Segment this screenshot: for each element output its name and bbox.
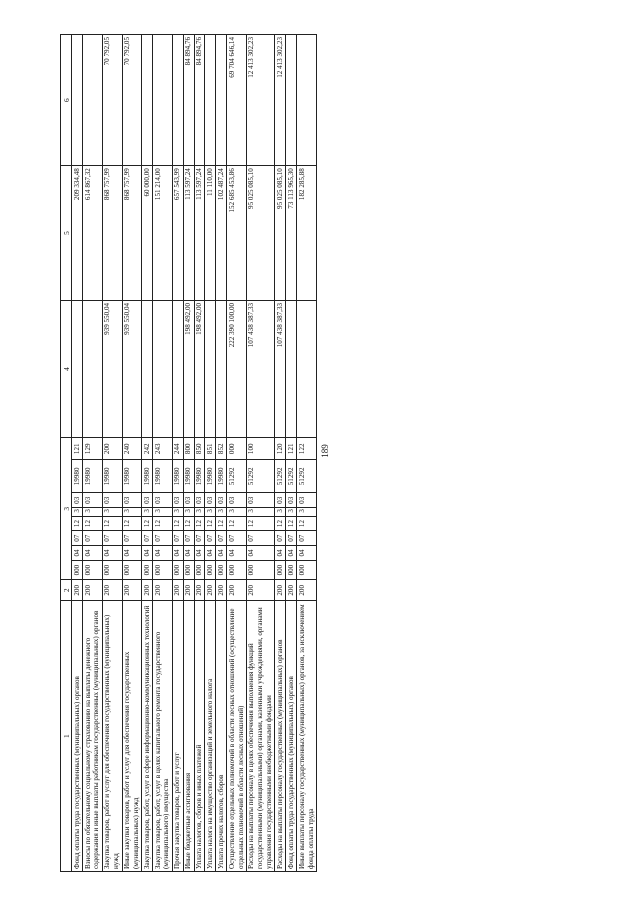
classification-code-part: 12 [216, 516, 227, 531]
unexecuted-amount [172, 35, 183, 166]
classification-code-part: 03 [122, 493, 142, 508]
classification-code-part: 3 [83, 508, 103, 517]
classification-code-part: 000 [205, 560, 216, 580]
classification-code-part: 04 [275, 546, 286, 561]
classification-code-part: 000 [102, 560, 122, 580]
unexecuted-amount [216, 35, 227, 166]
classification-code-part: 121 [286, 438, 297, 460]
classification-code-part: 000 [153, 560, 173, 580]
row-name: Закупка товаров, работ, услуг в сфере информационно-коммуникационных технологий [142, 601, 153, 872]
approved-amount [205, 300, 216, 437]
classification-code-part: 3 [275, 508, 286, 517]
executed-amount: 95 025 085,10 [246, 166, 275, 301]
classification-code-part: 120 [275, 438, 286, 460]
header-col-2: 2 [61, 580, 72, 601]
classification-code-part: 07 [216, 531, 227, 546]
classification-code-part: 07 [153, 531, 173, 546]
classification-code-part: 19980 [83, 460, 103, 493]
classification-code-part: 07 [102, 531, 122, 546]
row-name: Уплата налогов, сборов и иных платежей [194, 601, 205, 872]
classification-code-part: 12 [172, 516, 183, 531]
unexecuted-amount [297, 35, 317, 166]
classification-code-part: 000 [183, 560, 194, 580]
executed-amount: 60 000,00 [142, 166, 153, 301]
classification-code-part: 03 [246, 493, 275, 508]
table-row [122, 35, 142, 872]
admin-code: 200 [102, 580, 122, 601]
classification-code-part: 851 [205, 438, 216, 460]
row-name: Иные бюджетные ассигнования [183, 601, 194, 872]
classification-code-part: 000 [227, 560, 247, 580]
classification-code-part: 07 [275, 531, 286, 546]
classification-code-part: 03 [72, 493, 83, 508]
classification-code-part: 000 [297, 560, 317, 580]
classification-code-part: 12 [153, 516, 173, 531]
classification-code-part: 200 [102, 438, 122, 460]
classification-code-part: 03 [227, 493, 247, 508]
classification-code-part: 04 [172, 546, 183, 561]
approved-amount [142, 300, 153, 437]
approved-amount [286, 300, 297, 437]
classification-code-part: 000 [142, 560, 153, 580]
approved-amount [83, 300, 103, 437]
table-row [83, 35, 103, 872]
row-name: Взносы по обязательному социальному страхованию на выплаты денежного содержания и иные выплаты работникам государственных (муниципальных) органов [83, 601, 103, 872]
classification-code-part: 07 [72, 531, 83, 546]
classification-code-part: 12 [275, 516, 286, 531]
classification-code-part: 12 [83, 516, 103, 531]
classification-code-part: 100 [246, 438, 275, 460]
classification-code-part: 03 [172, 493, 183, 508]
classification-code-part: 04 [194, 546, 205, 561]
classification-code-part: 000 [275, 560, 286, 580]
unexecuted-amount: 12 413 302,23 [275, 35, 286, 166]
executed-amount: 151 214,00 [153, 166, 173, 301]
approved-amount [216, 300, 227, 437]
classification-code-part: 3 [183, 508, 194, 517]
approved-amount: 107 438 387,33 [246, 300, 275, 437]
budget-table [60, 34, 317, 872]
executed-amount: 209 334,48 [72, 166, 83, 301]
classification-code-part: 3 [286, 508, 297, 517]
unexecuted-amount: 12 413 302,23 [246, 35, 275, 166]
classification-code-part: 242 [142, 438, 153, 460]
approved-amount: 198 492,00 [194, 300, 205, 437]
table-row [142, 35, 153, 872]
classification-code-part: 3 [122, 508, 142, 517]
admin-code: 200 [194, 580, 205, 601]
header-col-3: 3 [61, 438, 72, 580]
row-name: Закупка товаров, работ и услуг для обеспечения государственных (муниципальных) нужд [102, 601, 122, 872]
approved-amount [172, 300, 183, 437]
classification-code-part: 04 [122, 546, 142, 561]
unexecuted-amount [72, 35, 83, 166]
classification-code-part: 3 [227, 508, 247, 517]
classification-code-part: 244 [172, 438, 183, 460]
executed-amount: 182 285,88 [297, 166, 317, 301]
classification-code-part: 51292 [275, 460, 286, 493]
classification-code-part: 240 [122, 438, 142, 460]
row-name: Иные закупки товаров, работ и услуг для обеспечения государственных (муниципальных) нужд [122, 601, 142, 872]
classification-code-part: 04 [153, 546, 173, 561]
admin-code: 200 [246, 580, 275, 601]
executed-amount: 152 685 453,86 [227, 166, 247, 301]
executed-amount: 614 867,32 [83, 166, 103, 301]
executed-amount: 11 110,00 [205, 166, 216, 301]
admin-code: 200 [286, 580, 297, 601]
classification-code-part: 12 [102, 516, 122, 531]
unexecuted-amount [83, 35, 103, 166]
classification-code-part: 19980 [183, 460, 194, 493]
classification-code-part: 121 [72, 438, 83, 460]
classification-code-part: 07 [183, 531, 194, 546]
classification-code-part: 850 [194, 438, 205, 460]
executed-amount: 95 025 085,10 [275, 166, 286, 301]
classification-code-part: 19980 [194, 460, 205, 493]
executed-amount: 102 487,24 [216, 166, 227, 301]
classification-code-part: 19980 [72, 460, 83, 493]
unexecuted-amount: 70 792,05 [102, 35, 122, 166]
approved-amount [153, 300, 173, 437]
classification-code-part: 07 [286, 531, 297, 546]
classification-code-part: 07 [142, 531, 153, 546]
unexecuted-amount [142, 35, 153, 166]
classification-code-part: 19980 [172, 460, 183, 493]
classification-code-part: 03 [83, 493, 103, 508]
classification-code-part: 04 [83, 546, 103, 561]
classification-code-part: 12 [227, 516, 247, 531]
classification-code-part: 51292 [297, 460, 317, 493]
executed-amount: 657 543,99 [172, 166, 183, 301]
classification-code-part: 000 [122, 560, 142, 580]
classification-code-part: 07 [194, 531, 205, 546]
unexecuted-amount [153, 35, 173, 166]
classification-code-part: 04 [102, 546, 122, 561]
table-row [194, 35, 205, 872]
classification-code-part: 3 [142, 508, 153, 517]
executed-amount: 73 113 965,30 [286, 166, 297, 301]
row-name: Расходы на выплаты персоналу в целях обеспечения выполнения функций государственными (муниципальными) органами, казенными учреждениями, органами управления государственными внебюджетными фондами [246, 601, 275, 872]
classification-code-part: 03 [275, 493, 286, 508]
executed-amount: 868 757,99 [102, 166, 122, 301]
admin-code: 200 [142, 580, 153, 601]
classification-code-part: 19980 [153, 460, 173, 493]
classification-code-part: 000 [194, 560, 205, 580]
header-row [61, 35, 72, 872]
row-name: Уплата налога на имущество организаций и земельного налога [205, 601, 216, 872]
classification-code-part: 19980 [122, 460, 142, 493]
approved-amount: 198 492,00 [183, 300, 194, 437]
classification-code-part: 000 [227, 438, 247, 460]
classification-code-part: 51292 [246, 460, 275, 493]
classification-code-part: 243 [153, 438, 173, 460]
classification-code-part: 000 [83, 560, 103, 580]
classification-code-part: 000 [216, 560, 227, 580]
page-number: 189 [319, 444, 330, 458]
classification-code-part: 04 [297, 546, 317, 561]
classification-code-part: 03 [153, 493, 173, 508]
classification-code-part: 19980 [142, 460, 153, 493]
table-row [102, 35, 122, 872]
admin-code: 200 [275, 580, 286, 601]
unexecuted-amount: 70 792,05 [122, 35, 142, 166]
classification-code-part: 800 [183, 438, 194, 460]
classification-code-part: 04 [227, 546, 247, 561]
classification-code-part: 3 [194, 508, 205, 517]
classification-code-part: 3 [216, 508, 227, 517]
classification-code-part: 3 [72, 508, 83, 517]
header-col-1: 1 [61, 601, 72, 872]
classification-code-part: 19980 [205, 460, 216, 493]
classification-code-part: 12 [142, 516, 153, 531]
approved-amount: 939 550,04 [122, 300, 142, 437]
admin-code: 200 [153, 580, 173, 601]
approved-amount: 222 390 100,00 [227, 300, 247, 437]
row-name: Расходы на выплаты персоналу государственных (муниципальных) органов [275, 601, 286, 872]
admin-code: 200 [227, 580, 247, 601]
unexecuted-amount: 84 894,76 [183, 35, 194, 166]
unexecuted-amount [205, 35, 216, 166]
admin-code: 200 [183, 580, 194, 601]
classification-code-part: 04 [246, 546, 275, 561]
table-row [183, 35, 194, 872]
classification-code-part: 03 [183, 493, 194, 508]
classification-code-part: 07 [122, 531, 142, 546]
classification-code-part: 04 [72, 546, 83, 561]
classification-code-part: 07 [83, 531, 103, 546]
classification-code-part: 04 [286, 546, 297, 561]
classification-code-part: 03 [194, 493, 205, 508]
unexecuted-amount [286, 35, 297, 166]
classification-code-part: 3 [153, 508, 173, 517]
admin-code: 200 [172, 580, 183, 601]
table-row [172, 35, 183, 872]
classification-code-part: 51292 [286, 460, 297, 493]
classification-code-part: 122 [297, 438, 317, 460]
classification-code-part: 3 [205, 508, 216, 517]
admin-code: 200 [122, 580, 142, 601]
classification-code-part: 04 [205, 546, 216, 561]
classification-code-part: 12 [246, 516, 275, 531]
row-name: Уплата прочих налогов, сборов [216, 601, 227, 872]
classification-code-part: 04 [142, 546, 153, 561]
table-row [227, 35, 247, 872]
admin-code: 200 [297, 580, 317, 601]
row-name: Фонд оплаты труда государственных (муниципальных) органов [72, 601, 83, 872]
classification-code-part: 129 [83, 438, 103, 460]
classification-code-part: 19980 [216, 460, 227, 493]
approved-amount: 939 550,04 [102, 300, 122, 437]
classification-code-part: 3 [297, 508, 317, 517]
classification-code-part: 03 [205, 493, 216, 508]
admin-code: 200 [72, 580, 83, 601]
unexecuted-amount: 84 894,76 [194, 35, 205, 166]
approved-amount [297, 300, 317, 437]
classification-code-part: 03 [297, 493, 317, 508]
unexecuted-amount: 69 704 646,14 [227, 35, 247, 166]
header-col-6: 6 [61, 35, 72, 166]
classification-code-part: 03 [102, 493, 122, 508]
classification-code-part: 852 [216, 438, 227, 460]
row-name: Фонд оплаты труда государственных (муниципальных) органов [286, 601, 297, 872]
row-name: Осуществление отдельных полномочий в области лесных отношений (осуществление отдельных полномочий в области лесных отношений) [227, 601, 247, 872]
classification-code-part: 12 [122, 516, 142, 531]
classification-code-part: 12 [183, 516, 194, 531]
classification-code-part: 12 [286, 516, 297, 531]
header-col-5: 5 [61, 166, 72, 301]
classification-code-part: 04 [183, 546, 194, 561]
classification-code-part: 03 [286, 493, 297, 508]
header-col-4: 4 [61, 300, 72, 437]
table-row [216, 35, 227, 872]
classification-code-part: 000 [172, 560, 183, 580]
table-row [286, 35, 297, 872]
classification-code-part: 19980 [102, 460, 122, 493]
classification-code-part: 07 [205, 531, 216, 546]
executed-amount: 868 757,99 [122, 166, 142, 301]
classification-code-part: 12 [72, 516, 83, 531]
executed-amount: 113 597,24 [183, 166, 194, 301]
classification-code-part: 000 [286, 560, 297, 580]
classification-code-part: 07 [172, 531, 183, 546]
row-name: Иные выплаты персоналу государственных (муниципальных) органов, за исключением фонда оплаты труда [297, 601, 317, 872]
classification-code-part: 04 [216, 546, 227, 561]
classification-code-part: 07 [227, 531, 247, 546]
classification-code-part: 3 [246, 508, 275, 517]
table-row [275, 35, 286, 872]
budget-table-container [60, 34, 630, 872]
executed-amount: 113 597,24 [194, 166, 205, 301]
row-name: Прочая закупка товаров, работ и услуг [172, 601, 183, 872]
approved-amount: 107 438 387,33 [275, 300, 286, 437]
classification-code-part: 03 [216, 493, 227, 508]
table-row [72, 35, 83, 872]
classification-code-part: 12 [297, 516, 317, 531]
table-row [205, 35, 216, 872]
classification-code-part: 51292 [227, 460, 247, 493]
classification-code-part: 12 [194, 516, 205, 531]
classification-code-part: 000 [72, 560, 83, 580]
table-row [153, 35, 173, 872]
table-row [297, 35, 317, 872]
classification-code-part: 12 [205, 516, 216, 531]
classification-code-part: 07 [246, 531, 275, 546]
classification-code-part: 07 [297, 531, 317, 546]
classification-code-part: 3 [172, 508, 183, 517]
row-name: Закупка товаров, работ, услуг в целях капитального ремонта государственного (муниципального) имущества [153, 601, 173, 872]
classification-code-part: 000 [246, 560, 275, 580]
admin-code: 200 [83, 580, 103, 601]
classification-code-part: 03 [142, 493, 153, 508]
table-row [246, 35, 275, 872]
classification-code-part: 3 [102, 508, 122, 517]
admin-code: 200 [216, 580, 227, 601]
admin-code: 200 [205, 580, 216, 601]
approved-amount [72, 300, 83, 437]
